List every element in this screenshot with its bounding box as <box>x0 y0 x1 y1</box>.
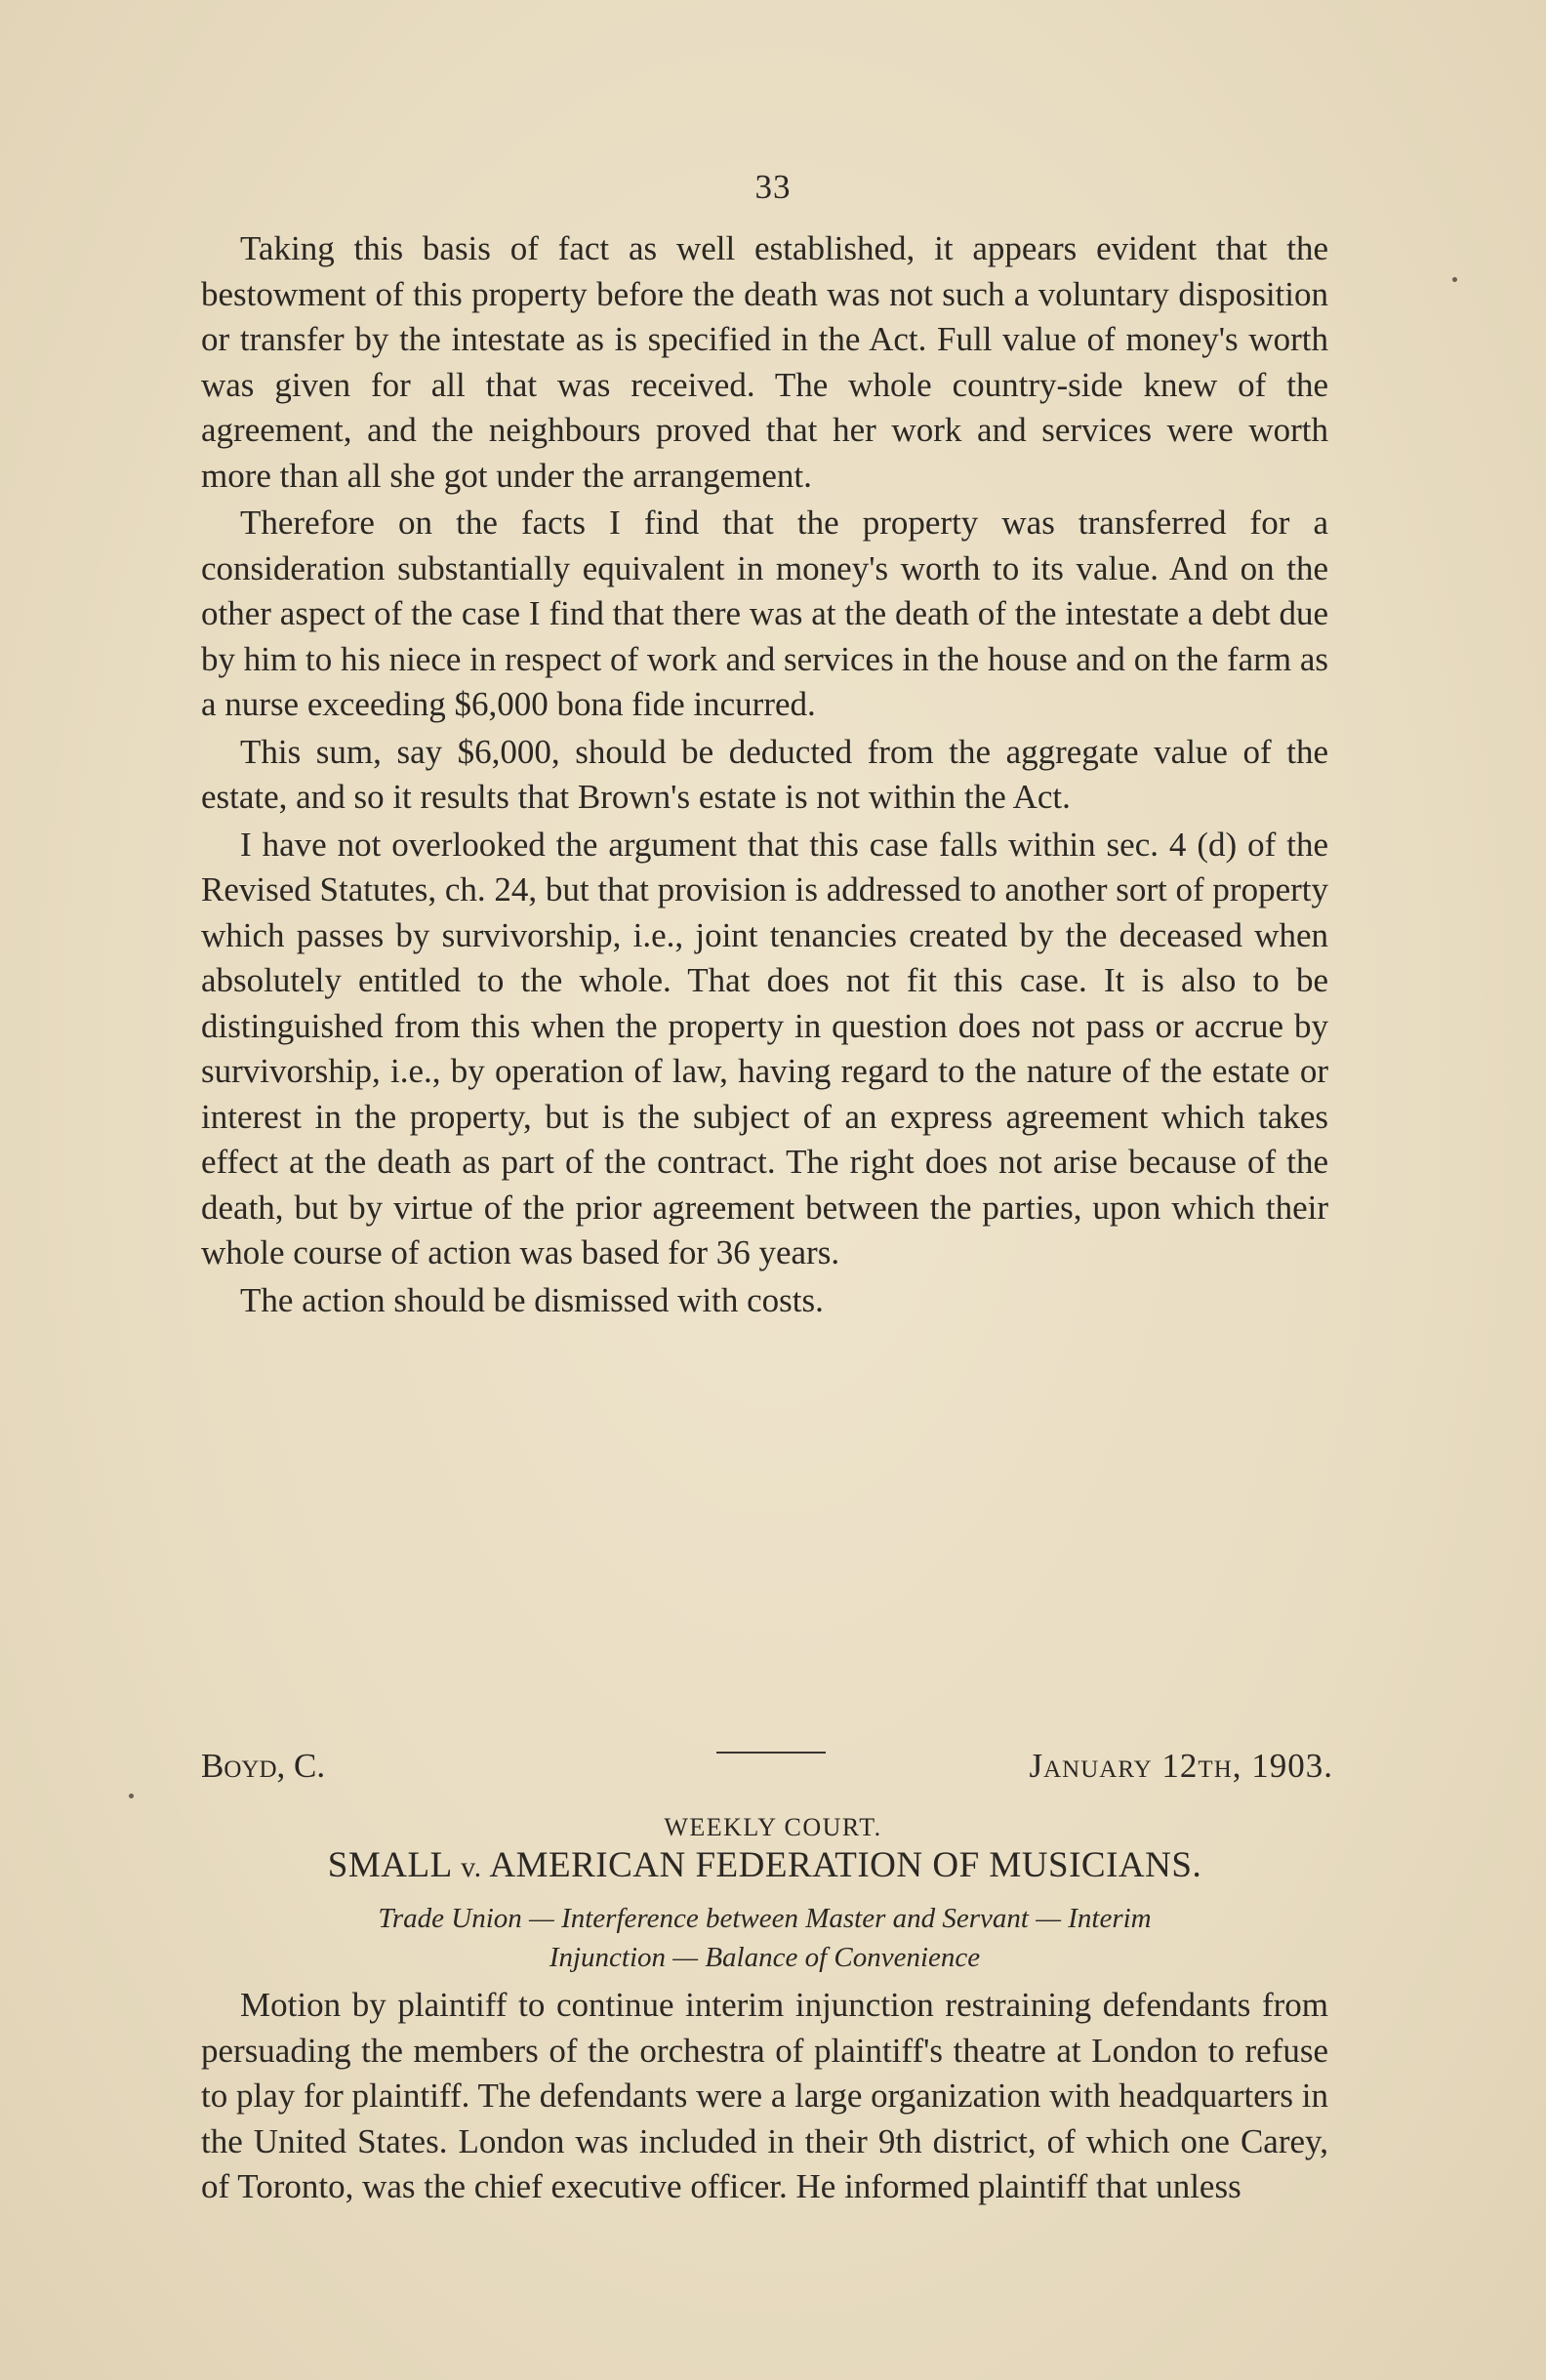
page-number: 33 <box>754 168 792 206</box>
section-divider <box>716 1752 826 1754</box>
headnote-line: Injunction — Balance of Convenience <box>549 1942 981 1973</box>
judge-name: Boyd, C. <box>201 1747 326 1785</box>
ink-speck <box>129 1794 134 1798</box>
paragraph: The action should be dismissed with costs. <box>240 1280 824 1319</box>
paragraph: Motion by plaintiff to continue interim injunction restraining defendants from persuading the members of the orchestra of plaintiff's theatre at London to refuse to play for plaintiff. The defendants were a large organization with headquarters in the United States. London was included in their 9th district, of which one Carey, of Toronto, was the chief executive officer. He informed plaintiff that unless <box>201 1986 1328 2205</box>
defendant-name: AMERICAN FEDERATION OF MUSICIANS. <box>489 1845 1202 1885</box>
paragraph: Therefore on the facts I find that the property was transferred for a consideration substantially equivalent in money's worth to its value. And on the other aspect of the case I find that there was at the death of the intestate a debt due by him to his niece in respect of work and services in the house and on the farm as a nurse exceeding $6,000 bona fide incurred. <box>201 504 1328 723</box>
plaintiff-name: SMALL <box>327 1845 452 1885</box>
court-name: WEEKLY COURT. <box>664 1813 882 1841</box>
paragraph: I have not overlooked the argument that this case falls within sec. 4 (d) of the Revised Statutes, ch. 24, but that provision is addressed to another sort of property which passes by survivorship, i.e., joint tenancies created by the deceased when absolutely entitled to the whole. That does not fit this case. It is also to be distinguished from this when the property in question does not pass or accrue by survivorship, i.e., by operation of law, having regard to the nature of the estate or interest in the property, but is the subject of an express agreement which takes effect at the death as part of the contract. The right does not arise because of the death, but by virtue of the prior agreement between the parties, upon which their whole course of action was based for 36 years. <box>201 825 1328 1271</box>
ink-speck <box>1452 277 1457 282</box>
decision-date: January 12th, 1903. <box>1029 1747 1333 1785</box>
headnote <box>201 1899 1328 1977</box>
paragraph: Taking this basis of fact as well established, it appears evident that the bestowment of this property before the death was not such a voluntary disposition or transfer by the intestate as is specified in the Act. Full value of money's worth was given for all that was received. The whole country-side knew of the agreement, and the neighbours proved that her work and services were worth more than all she got under the arrangement. <box>201 229 1328 495</box>
case-title <box>201 1844 1328 1886</box>
opinion-text <box>201 226 1328 1323</box>
headnote-line: Trade Union — Interference between Master and Servant — Interim <box>378 1903 1152 1934</box>
paragraph: This sum, say $6,000, should be deducted from the aggregate value of the estate, and so it results that Brown's estate is not within the Act. <box>201 732 1328 816</box>
case-text <box>201 1983 1328 2210</box>
versus: v. <box>461 1851 482 1883</box>
